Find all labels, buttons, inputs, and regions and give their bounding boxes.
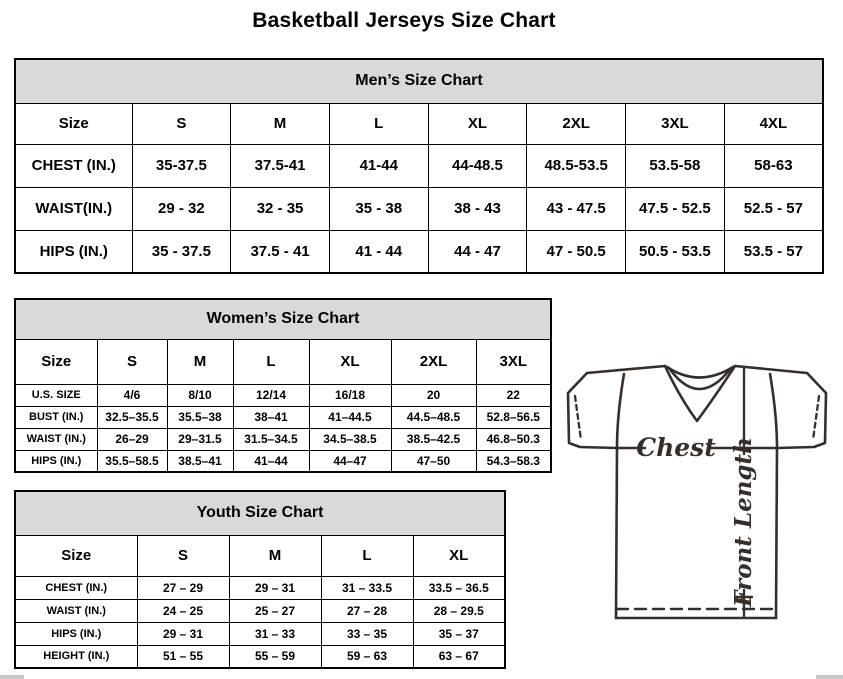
table-cell: 33.5 – 36.5	[413, 576, 505, 599]
table-cell: 16/18	[309, 384, 391, 406]
table-cell: 41–44	[233, 450, 309, 472]
table-cell: 38.5–42.5	[391, 428, 476, 450]
table-row	[15, 599, 505, 622]
table-cell: 50.5 - 53.5	[626, 230, 725, 273]
table-row	[15, 384, 551, 406]
table-cell: 47–50	[391, 450, 476, 472]
mens-table-title: Men’s Size Chart	[15, 59, 823, 103]
table-cell: 33 – 35	[321, 622, 413, 645]
column-header: 3XL	[476, 339, 551, 384]
row-label: HIPS (IN.)	[15, 230, 132, 273]
table-row	[15, 406, 551, 428]
table-cell: 55 – 59	[229, 645, 321, 668]
table-cell: 53.5-58	[626, 144, 725, 187]
column-header: XL	[309, 339, 391, 384]
column-header: Size	[15, 535, 137, 576]
column-header: Size	[15, 339, 97, 384]
left-armhole-seam	[617, 374, 624, 448]
table-cell: 47 - 50.5	[527, 230, 626, 273]
table-row	[15, 450, 551, 472]
table-cell: 37.5 - 41	[231, 230, 330, 273]
table-cell: 31 – 33.5	[321, 576, 413, 599]
jersey-outline-left	[568, 366, 665, 618]
table-cell: 44 - 47	[428, 230, 527, 273]
table-cell: 58-63	[724, 144, 823, 187]
table-cell: 44-48.5	[428, 144, 527, 187]
table-row	[15, 576, 505, 599]
table-cell: 44–47	[309, 450, 391, 472]
table-cell: 29 - 32	[132, 187, 231, 230]
column-header: XL	[428, 103, 527, 144]
table-cell: 32.5–35.5	[97, 406, 167, 428]
row-label: U.S. SIZE	[15, 384, 97, 406]
column-header: S	[137, 535, 229, 576]
table-cell: 41–44.5	[309, 406, 391, 428]
table-row	[15, 230, 823, 273]
table-cell: 41-44	[329, 144, 428, 187]
column-header: L	[321, 535, 413, 576]
table-cell: 47.5 - 52.5	[626, 187, 725, 230]
table-row	[15, 428, 551, 450]
column-header: M	[167, 339, 233, 384]
row-label: HIPS (IN.)	[15, 622, 137, 645]
table-cell: 41 - 44	[329, 230, 428, 273]
table-cell: 48.5-53.5	[527, 144, 626, 187]
table-cell: 54.3–58.3	[476, 450, 551, 472]
mens-size-chart-table	[14, 58, 824, 274]
column-header: Size	[15, 103, 132, 144]
column-header: 2XL	[527, 103, 626, 144]
table-row	[15, 622, 505, 645]
table-cell: 38 - 43	[428, 187, 527, 230]
table-title-row	[15, 59, 823, 103]
right-armhole-seam	[770, 374, 777, 448]
table-cell: 35 - 37.5	[132, 230, 231, 273]
table-cell: 24 – 25	[137, 599, 229, 622]
column-header: 4XL	[724, 103, 823, 144]
table-cell: 22	[476, 384, 551, 406]
table-cell: 38.5–41	[167, 450, 233, 472]
column-header: L	[329, 103, 428, 144]
horizontal-scrollbar-right-fragment[interactable]	[816, 675, 843, 679]
table-title-row	[15, 299, 551, 339]
youth-table-title: Youth Size Chart	[15, 491, 505, 535]
table-cell: 29 – 31	[137, 622, 229, 645]
table-cell: 28 – 29.5	[413, 599, 505, 622]
table-cell: 35.5–58.5	[97, 450, 167, 472]
table-row	[15, 144, 823, 187]
column-header: S	[97, 339, 167, 384]
row-label: BUST (IN.)	[15, 406, 97, 428]
table-cell: 31.5–34.5	[233, 428, 309, 450]
table-cell: 4/6	[97, 384, 167, 406]
row-label: HEIGHT (IN.)	[15, 645, 137, 668]
table-cell: 52.8–56.5	[476, 406, 551, 428]
row-label: WAIST(IN.)	[15, 187, 132, 230]
table-cell: 44.5–48.5	[391, 406, 476, 428]
table-cell: 37.5-41	[231, 144, 330, 187]
table-cell: 20	[391, 384, 476, 406]
table-cell: 46.8–50.3	[476, 428, 551, 450]
row-label: CHEST (IN.)	[15, 144, 132, 187]
table-header-row	[15, 535, 505, 576]
table-cell: 51 – 55	[137, 645, 229, 668]
chest-label: Chest	[636, 433, 716, 462]
row-label: HIPS (IN.)	[15, 450, 97, 472]
column-header: M	[231, 103, 330, 144]
table-cell: 43 - 47.5	[527, 187, 626, 230]
table-cell: 26–29	[97, 428, 167, 450]
table-cell: 29 – 31	[229, 576, 321, 599]
table-cell: 52.5 - 57	[724, 187, 823, 230]
womens-size-chart-table	[14, 298, 552, 473]
table-header-row	[15, 103, 823, 144]
left-sleeve-dashed-line	[575, 396, 581, 440]
page-title: Basketball Jerseys Size Chart	[252, 9, 556, 32]
table-cell: 35-37.5	[132, 144, 231, 187]
row-label: WAIST (IN.)	[15, 599, 137, 622]
column-header: S	[132, 103, 231, 144]
table-title-row	[15, 491, 505, 535]
table-cell: 27 – 29	[137, 576, 229, 599]
table-cell: 29–31.5	[167, 428, 233, 450]
jersey-measurement-diagram	[558, 360, 842, 624]
table-header-row	[15, 339, 551, 384]
column-header: XL	[413, 535, 505, 576]
table-cell: 38–41	[233, 406, 309, 428]
youth-size-chart-table	[14, 490, 506, 669]
table-row	[15, 187, 823, 230]
table-cell: 32 - 35	[231, 187, 330, 230]
right-sleeve-dashed-line	[813, 396, 819, 440]
table-cell: 63 – 67	[413, 645, 505, 668]
column-header: M	[229, 535, 321, 576]
row-label: CHEST (IN.)	[15, 576, 137, 599]
table-cell: 59 – 63	[321, 645, 413, 668]
table-cell: 35 – 37	[413, 622, 505, 645]
table-cell: 34.5–38.5	[309, 428, 391, 450]
womens-table-title: Women’s Size Chart	[15, 299, 551, 339]
table-cell: 35 - 38	[329, 187, 428, 230]
table-cell: 35.5–38	[167, 406, 233, 428]
table-cell: 12/14	[233, 384, 309, 406]
horizontal-scrollbar-left-fragment[interactable]	[0, 675, 24, 679]
column-header: L	[233, 339, 309, 384]
table-cell: 53.5 - 57	[724, 230, 823, 273]
table-cell: 31 – 33	[229, 622, 321, 645]
row-label: WAIST (IN.)	[15, 428, 97, 450]
table-cell: 27 – 28	[321, 599, 413, 622]
column-header: 2XL	[391, 339, 476, 384]
front-length-label: Front Length	[730, 437, 757, 607]
table-cell: 8/10	[167, 384, 233, 406]
column-header: 3XL	[626, 103, 725, 144]
table-cell: 25 – 27	[229, 599, 321, 622]
table-row	[15, 645, 505, 668]
